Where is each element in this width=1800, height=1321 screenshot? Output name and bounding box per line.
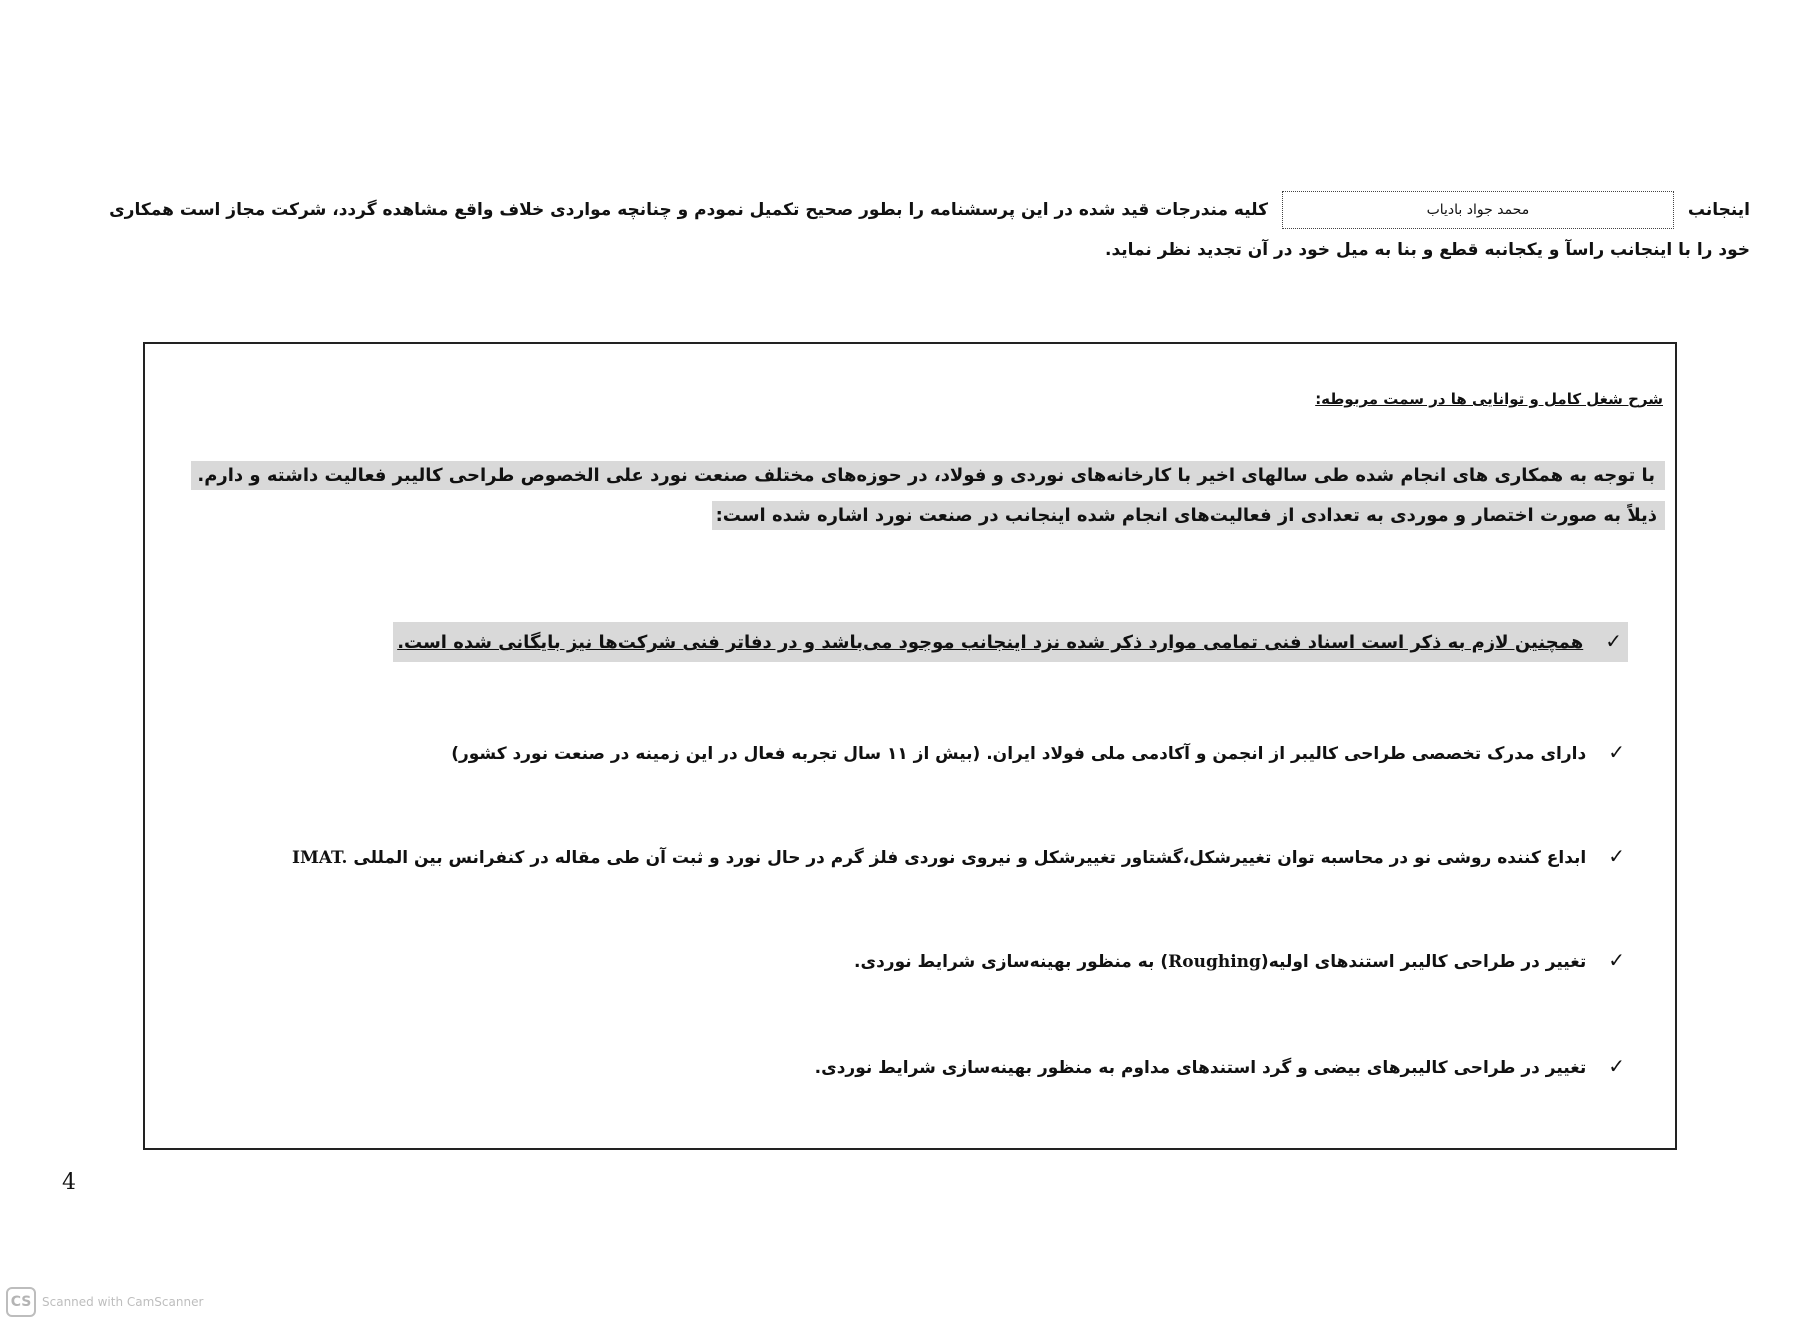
list-item	[854, 945, 1625, 977]
list-item-text: تغییر در طراحی کالیبر استندهای اولیه(	[1260, 952, 1587, 972]
declaration	[70, 190, 1750, 270]
list-item-latin: Roughing	[1168, 952, 1261, 972]
section-title: شرح شغل کامل و توانایی ها در سمت مربوطه:	[1315, 390, 1663, 408]
intro-paragraph	[165, 456, 1665, 536]
page-number: 4	[62, 1170, 76, 1195]
list-item	[451, 737, 1625, 769]
checkmark-icon: ✓	[1608, 844, 1625, 868]
name-field: محمد جواد بادیاب	[1282, 191, 1674, 229]
list-item-text: همچنین لازم به ذکر است اسناد فنی تمامی موارد ذکر شده نزد اینجانب موجود می‌باشد و در دفاتر فنی شرکت‌ها نیز بایگانی شده است.	[397, 632, 1584, 653]
intro-line-2: ذیلاً به صورت اختصار و موردی به تعدادی از فعالیت‌های انجام شده اینجانب در صنعت نورد اشاره شده است:	[712, 501, 1665, 530]
declaration-label: اینجانب	[1687, 200, 1750, 220]
list-item	[815, 1051, 1625, 1083]
list-item	[393, 622, 1628, 662]
camscanner-watermark	[6, 1285, 203, 1319]
declaration-line-2: خود را با اینجانب راسآ و یکجانبه قطع و بنا به میل خود در آن تجدید نظر نماید.	[1104, 240, 1750, 260]
list-item-text: دارای مدرک تخصصی طراحی کالیبر از انجمن و آکادمی ملی فولاد ایران. (بیش از ۱۱ سال تجربه فعال در این زمینه در صنعت نورد کشور)	[451, 744, 1587, 764]
list-item-latin: IMAT.	[292, 848, 348, 868]
intro-line-1: با توجه به همکاری های انجام شده طی سالهای اخیر با کارخانه‌های نوردی و فولاد، در حوزه‌های مختلف صنعت نورد علی الخصوص طراحی کالیبر فعالیت داشته و دارم.	[191, 461, 1665, 490]
checkmark-icon: ✓	[1608, 948, 1625, 972]
list-item-text-end: ) به منظور بهینه‌سازی شرایط نوردی.	[854, 952, 1169, 972]
checkmark-icon: ✓	[1608, 1054, 1625, 1078]
camscanner-logo-icon: CS	[6, 1287, 36, 1317]
declaration-text: کلیه مندرجات قید شده در این پرسشنامه را بطور صحیح تکمیل نمودم و چنانچه مواردی خلاف واقع مشاهده گردد، شرکت مجاز است همکاری	[109, 200, 1268, 220]
list-item-text: ابداع کننده روشی نو در محاسبه توان تغییرشکل،گشتاور تغییرشکل و نیروی نوردی فلز گرم در حال نورد و ثبت آن طی مقاله در کنفرانس بین المللی	[353, 848, 1587, 868]
declaration-line-1	[70, 190, 1750, 230]
checkmark-icon: ✓	[1605, 629, 1622, 653]
list-item	[292, 841, 1625, 873]
watermark-text: Scanned with CamScanner	[42, 1295, 204, 1309]
job-description-box	[143, 342, 1677, 1150]
checkmark-icon: ✓	[1608, 740, 1625, 764]
list-item-text: تغییر در طراحی کالیبرهای بیضی و گرد استندهای مداوم به منظور بهینه‌سازی شرایط نوردی.	[814, 1058, 1587, 1078]
